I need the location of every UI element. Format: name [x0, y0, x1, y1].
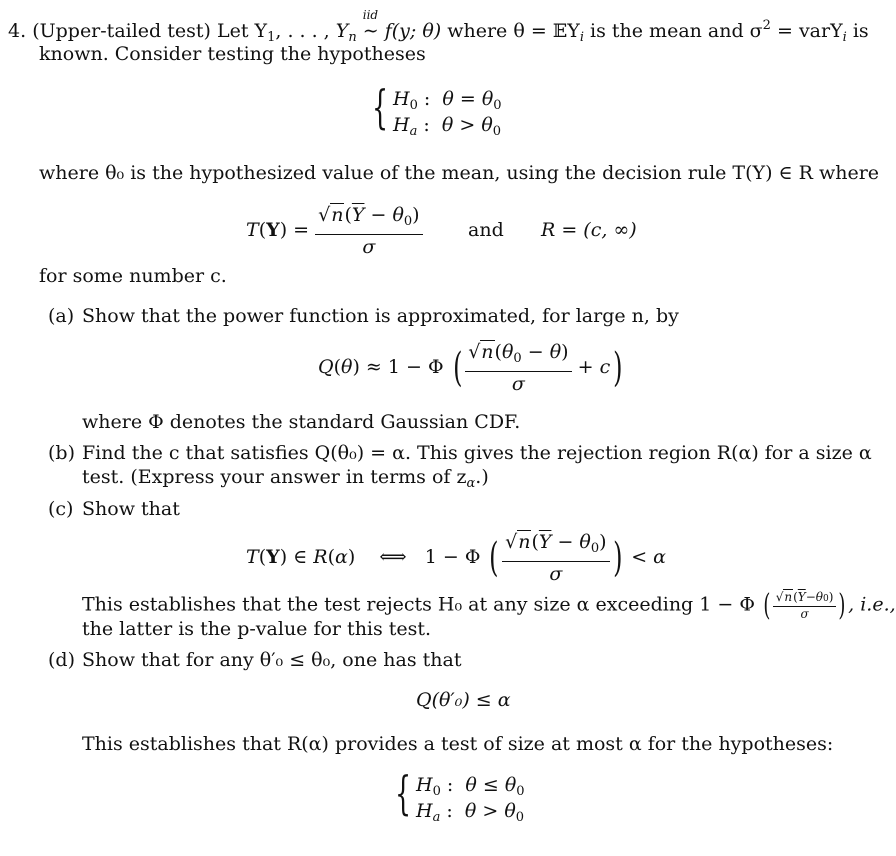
intro-text-e: is — [852, 20, 869, 42]
hypotheses-brace-2: { — [395, 766, 412, 820]
iid-symbol: iid ∼ — [362, 8, 379, 42]
intro-text-c: is the mean and $\sigma^2$ — [590, 18, 771, 42]
intro-line-2: known. Consider testing the hypotheses — [39, 43, 426, 65]
part-b-text-2: test. (Express your answer in terms of $z_\alpha$.) — [82, 466, 489, 491]
part-b-label: (b) — [48, 442, 75, 464]
and-word: and — [468, 219, 504, 241]
part-c-after-2: the latter is the p-value for this test. — [82, 618, 432, 640]
rejection-region: R = (c, ∞) — [541, 219, 637, 241]
hypotheses-brace: { — [372, 80, 389, 134]
part-a-label: (a) — [48, 305, 75, 327]
intro-text-b: where θ = 𝔼Y$_i$ — [447, 20, 584, 45]
equivalence-formula: T(Y) ∈ R(α) ⟺ 1 − Φ ( $\frac{√n(\overline{Y} - \theta_0)}{\sigma}$ ) < α — [246, 531, 667, 585]
part-d-after: This establishes that R(α) provides a test of size at most α for the hypotheses: — [82, 733, 834, 755]
alternative-hypothesis-2: $H_a$ : $\theta > \theta_0$ — [416, 800, 525, 825]
part-a-text: Show that the power function is approximated, for large n, by — [82, 305, 679, 327]
size-inequality: Q(θ′₀) ≤ α — [416, 689, 511, 711]
test-statistic: T(Y) = $\frac{√n(\overline{Y} - \theta_0)}{\sigma}$ — [246, 203, 423, 259]
problem-number: 4. — [8, 20, 27, 42]
null-hypothesis: $H_0$ : $\theta = \theta_0$ — [393, 88, 502, 113]
intro-text-a: Let $Y_1$, . . . , $Y_n$ — [216, 20, 357, 45]
density-expression: f(y; θ) — [384, 20, 442, 42]
part-c-label: (c) — [48, 498, 74, 520]
part-d-label: (d) — [48, 649, 75, 671]
decision-rule-text: where θ₀ is the hypothesized value of the mean, using the decision rule T(Y) ∈ R where — [39, 162, 880, 184]
part-c-after-1: This establishes that the test rejects H₀ at any size α exceeding 1 − Φ ( $\frac{√n(\overline{Y}-\theta 0)}{\sigma}$ ) , i.e., — [82, 588, 896, 623]
power-function-formula: Q(θ) ≈ 1 − Φ ( $\frac{√n(\theta_0 - \theta)}{\sigma}$ + c) — [318, 341, 623, 395]
alternative-hypothesis: $H_a$ : $\theta > \theta_0$ — [393, 114, 502, 139]
null-hypothesis-2: $H_0$ : $\theta \le \theta_0$ — [416, 774, 525, 799]
for-some-text: for some number c. — [39, 265, 227, 287]
problem-header-line — [8, 8, 869, 45]
part-d-text: Show that for any θ′₀ ≤ θ₀, one has that — [82, 649, 462, 671]
part-a-note: where Φ denotes the standard Gaussian CDF. — [82, 411, 521, 433]
intro-text-d: = varY$_i$ — [776, 20, 847, 45]
part-c-text: Show that — [82, 498, 180, 520]
part-b-text-1: Find the c that satisfies Q(θ₀) = α. This gives the rejection region R(α) for a size α — [82, 442, 872, 464]
problem-title: (Upper-tailed test) — [32, 20, 211, 42]
